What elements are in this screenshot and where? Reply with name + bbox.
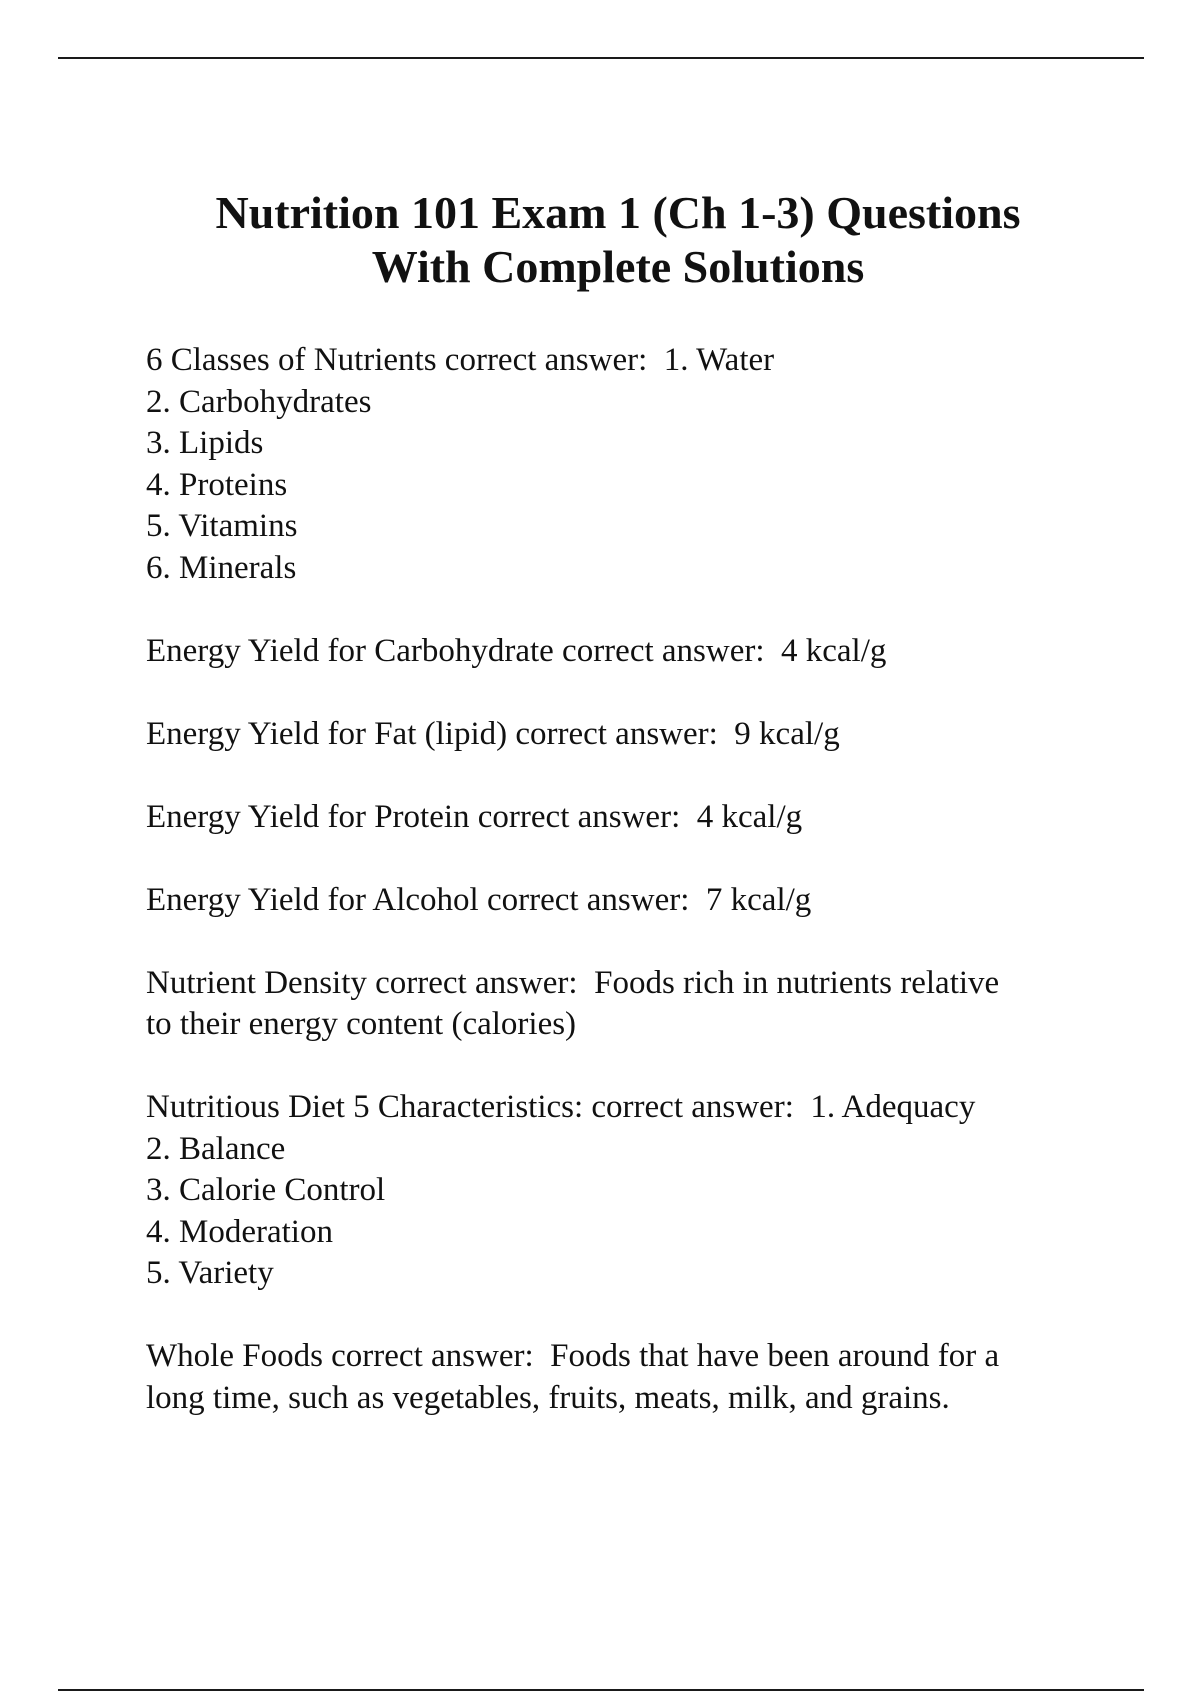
qa-line: 3. Calorie Control <box>146 1172 386 1208</box>
qa-line: 5. Vitamins <box>146 508 298 544</box>
top-divider <box>58 57 1144 59</box>
qa-line: Energy Yield for Alcohol correct answer: 7 kcal/g <box>146 881 812 918</box>
title-line-2: With Complete Solutions <box>371 241 865 292</box>
title-line-1: Nutrition 101 Exam 1 (Ch 1-3) Questions <box>215 187 1021 238</box>
qa-line: Energy Yield for Fat (lipid) correct answer: 9 kcal/g <box>146 715 840 752</box>
document-title <box>0 186 1200 294</box>
qa-line: Whole Foods correct answer: Foods that have been around for a <box>146 1338 1000 1374</box>
qa-entry-nutrient-classes <box>146 340 1106 589</box>
qa-entry-energy-protein <box>146 797 1106 839</box>
qa-line: 6. Minerals <box>146 549 297 586</box>
qa-line: 5. Variety <box>146 1255 274 1291</box>
qa-entry-energy-alcohol <box>146 880 1106 922</box>
qa-line: 4. Proteins <box>146 466 288 503</box>
qa-entry-nutritious-diet <box>146 1087 1106 1295</box>
qa-line: Nutritious Diet 5 Characteristics: correct answer: 1. Adequacy <box>146 1089 976 1125</box>
bottom-divider <box>58 1689 1144 1691</box>
qa-line: long time, such as vegetables, fruits, meats, milk, and grains. <box>146 1379 950 1416</box>
qa-line: 2. Carbohydrates <box>146 383 372 420</box>
qa-entry-nutrient-density <box>146 963 1106 1046</box>
qa-line: 6 Classes of Nutrients correct answer: 1. Water <box>146 342 775 378</box>
qa-entry-whole-foods <box>146 1336 1106 1419</box>
qa-entry-energy-fat <box>146 714 1106 756</box>
qa-line: 4. Moderation <box>146 1213 333 1250</box>
qa-line: Nutrient Density correct answer: Foods rich in nutrients relative <box>146 964 1000 1001</box>
qa-line: Energy Yield for Carbohydrate correct answer: 4 kcal/g <box>146 632 887 669</box>
qa-line: to their energy content (calories) <box>146 1006 577 1042</box>
qa-line: 3. Lipids <box>146 425 264 461</box>
qa-entry-energy-carbohydrate <box>146 631 1106 673</box>
qa-line: Energy Yield for Protein correct answer: 4 kcal/g <box>146 798 803 835</box>
qa-line: 2. Balance <box>146 1130 286 1167</box>
qa-content <box>146 340 1106 1461</box>
